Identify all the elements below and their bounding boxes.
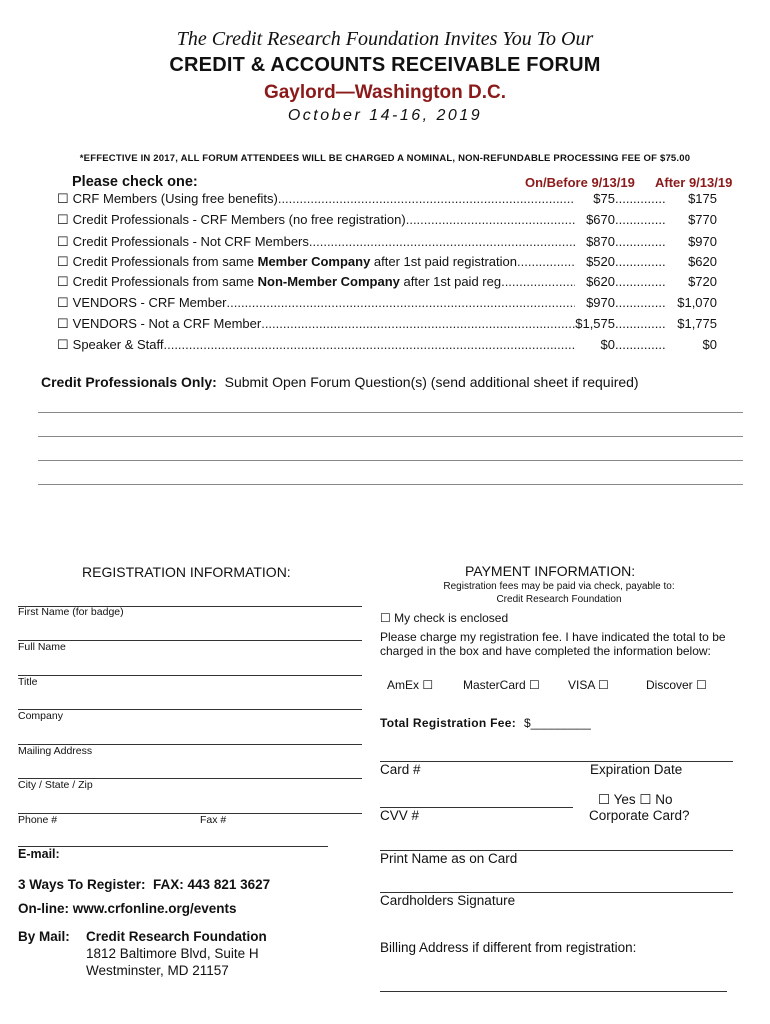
mastercard-label: MasterCard: [463, 678, 526, 692]
fax-label: Fax #: [200, 814, 227, 826]
checkbox-icon[interactable]: ☐: [57, 337, 69, 352]
checkbox-icon[interactable]: ☐: [529, 678, 540, 692]
first-name-label: First Name (for badge): [18, 606, 124, 618]
title-label: Title: [18, 676, 38, 688]
charge-instructions: Please charge my registration fee. I have indicated the total to be charged in the box and have completed the information below:: [380, 630, 726, 658]
checkbox-icon[interactable]: ☐: [57, 234, 69, 249]
fee-option-label: Speaker & Staff: [72, 337, 164, 352]
price-before: $75: [593, 191, 615, 206]
phone-label: Phone #: [18, 814, 58, 826]
price-after: $970: [688, 234, 717, 249]
checkbox-icon[interactable]: ☐: [57, 254, 69, 269]
forum-dates: October 14-16, 2019: [287, 107, 483, 124]
dot-leader: [615, 234, 665, 249]
mail-org: Credit Research Foundation: [86, 929, 267, 944]
dot-leader: [227, 295, 575, 310]
checkbox-icon[interactable]: ☐: [380, 611, 391, 625]
price-after: $0: [702, 337, 717, 352]
payment-title: PAYMENT INFORMATION:: [465, 563, 636, 579]
fee-option-label: Credit Professionals from same Non-Member Company after 1st paid reg.: [72, 274, 505, 289]
fee-option-row[interactable]: [57, 191, 717, 207]
questions-heading: [41, 374, 639, 390]
before-date-heading: On/Before 9/13/19: [525, 175, 635, 190]
full-name-label: Full Name: [18, 641, 66, 653]
fee-option-row[interactable]: [57, 212, 717, 228]
processing-fee-notice: *EFFECTIVE IN 2017, ALL FORUM ATTENDEES WILL BE CHARGED A NOMINAL, NON-REFUNDABLE PROCESSING FEE OF $75.00: [79, 153, 691, 164]
mail-address-line2: Westminster, MD 21157: [86, 963, 229, 978]
dot-leader: [615, 254, 665, 269]
price-after: $620: [688, 254, 717, 269]
discover-option[interactable]: [646, 678, 707, 692]
questions-label: Submit Open Forum Question(s) (send additional sheet if required): [216, 374, 639, 390]
fee-option-label: Credit Professionals - CRF Members (no free registration): [72, 212, 406, 227]
total-fee-label: Total Registration Fee:: [380, 716, 517, 730]
email-field[interactable]: [18, 846, 328, 847]
mail-label: By Mail:: [18, 929, 70, 944]
checkbox-icon[interactable]: ☐: [57, 212, 69, 227]
fee-option-row[interactable]: [57, 337, 717, 353]
company-field[interactable]: [18, 709, 362, 710]
no-label: No: [655, 792, 673, 807]
email-label: E-mail:: [18, 847, 60, 861]
checkbox-icon[interactable]: ☐: [57, 316, 69, 331]
dot-leader: [615, 316, 665, 331]
price-after: $720: [688, 274, 717, 289]
forum-title: CREDIT & ACCOUNTS RECEIVABLE FORUM: [169, 54, 601, 76]
city-state-zip-label: City / State / Zip: [18, 779, 93, 791]
mail-address-line1: 1812 Baltimore Blvd, Suite H: [86, 946, 259, 961]
invite-line: The Credit Research Foundation Invites You To Our: [176, 28, 594, 50]
billing-address-field[interactable]: [380, 991, 727, 992]
dot-leader: [615, 295, 665, 310]
dot-leader: [615, 191, 665, 206]
discover-label: Discover: [646, 678, 693, 692]
checkbox-icon[interactable]: ☐: [639, 792, 652, 807]
checkbox-icon[interactable]: ☐: [696, 678, 707, 692]
dot-leader: [261, 316, 575, 331]
price-after: $770: [688, 212, 717, 227]
billing-address-label: Billing Address if different from registration:: [380, 940, 637, 955]
check-one-heading: Please check one:: [72, 174, 198, 190]
checkbox-icon[interactable]: ☐: [598, 678, 609, 692]
corporate-card-label: Corporate Card?: [589, 808, 690, 823]
fee-option-label: VENDORS - CRF Member: [72, 295, 227, 310]
fee-option-label: CRF Members (Using free benefits): [72, 191, 278, 206]
corporate-yes-no[interactable]: [598, 792, 673, 808]
questions-label-bold: Credit Professionals Only:: [41, 374, 217, 390]
yes-label: Yes: [613, 792, 636, 807]
check-enclosed-option[interactable]: [380, 611, 508, 625]
payment-note: Registration fees may be paid via check, payable to:: [443, 581, 675, 592]
fee-option-label: VENDORS - Not a CRF Member: [72, 316, 262, 331]
dot-leader: [615, 274, 665, 289]
dot-leader: [278, 191, 575, 206]
mailing-address-label: Mailing Address: [18, 745, 93, 757]
price-after: $175: [688, 191, 717, 206]
question-line[interactable]: [38, 460, 743, 461]
fee-option-label: Credit Professionals from same Member Company after 1st paid registration: [72, 254, 518, 269]
amex-option[interactable]: [387, 678, 433, 692]
dot-leader: [517, 254, 575, 269]
ways-label: 3 Ways To Register: [18, 877, 142, 892]
visa-label: VISA: [568, 678, 595, 692]
dot-leader: [505, 274, 575, 289]
company-label: Company: [18, 710, 63, 722]
card-number-label: Card #: [380, 762, 421, 777]
title-field[interactable]: [18, 675, 362, 676]
price-after: $1,070: [677, 295, 717, 310]
signature-label: Cardholders Signature: [380, 893, 516, 908]
question-line[interactable]: [38, 436, 743, 437]
forum-location: Gaylord—Washington D.C.: [263, 82, 507, 103]
full-name-field[interactable]: [18, 640, 362, 641]
check-enclosed-label: My check is enclosed: [394, 611, 509, 625]
question-line[interactable]: [38, 484, 743, 485]
fee-option-row[interactable]: [57, 295, 717, 311]
price-before: $870: [586, 234, 615, 249]
mastercard-option[interactable]: [463, 678, 540, 692]
visa-option[interactable]: [568, 678, 609, 692]
price-before: $520: [586, 254, 615, 269]
checkbox-icon[interactable]: ☐: [598, 792, 611, 807]
price-before: $620: [586, 274, 615, 289]
registration-title: REGISTRATION INFORMATION:: [82, 564, 291, 580]
expiration-label: Expiration Date: [590, 762, 683, 777]
dot-leader: [406, 212, 575, 227]
fee-option-row[interactable]: [57, 254, 717, 270]
price-before: $0: [600, 337, 615, 352]
fee-option-label: Credit Professionals - Not CRF Members: [72, 234, 309, 249]
checkbox-icon[interactable]: ☐: [57, 191, 69, 206]
amex-label: AmEx: [387, 678, 420, 692]
question-line[interactable]: [38, 412, 743, 413]
fax-number: : FAX: 443 821 3627: [141, 877, 271, 892]
register-ways: [18, 877, 270, 892]
phone-fax-field[interactable]: [18, 813, 362, 814]
after-date-heading: After 9/13/19: [655, 175, 733, 190]
fee-option-row[interactable]: [57, 274, 717, 290]
print-name-label: Print Name as on Card: [380, 851, 518, 866]
checkbox-icon[interactable]: ☐: [422, 678, 434, 692]
price-before: $970: [586, 295, 615, 310]
dot-leader: [163, 337, 575, 352]
total-fee-field[interactable]: $_________: [524, 716, 591, 730]
price-before: $1,575: [575, 316, 615, 331]
fee-option-row[interactable]: [57, 316, 717, 332]
price-after: $1,775: [677, 316, 717, 331]
price-before: $670: [586, 212, 615, 227]
dot-leader: [309, 234, 575, 249]
checkbox-icon[interactable]: ☐: [57, 295, 69, 310]
dot-leader: [615, 212, 665, 227]
fee-option-row[interactable]: [57, 234, 717, 250]
payment-payee: Credit Research Foundation: [496, 594, 622, 605]
dot-leader: [615, 337, 665, 352]
online-link[interactable]: On-line: www.crfonline.org/events: [18, 901, 237, 916]
checkbox-icon[interactable]: ☐: [57, 274, 69, 289]
cvv-label: CVV #: [380, 808, 420, 823]
